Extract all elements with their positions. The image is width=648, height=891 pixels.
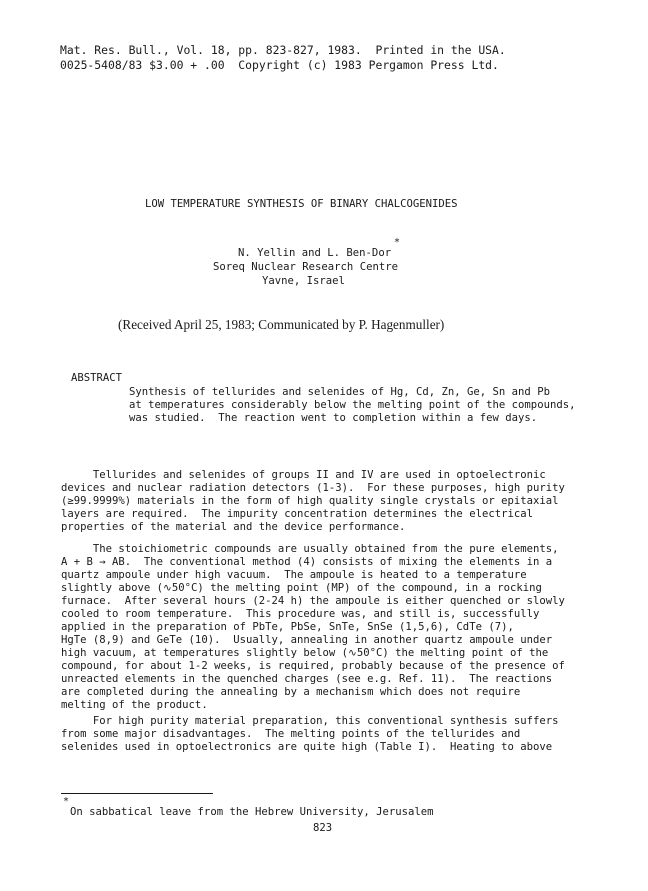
body-line: The stoichiometric compounds are usually obtained from the pure elements,	[61, 543, 559, 555]
footnote-rule	[61, 793, 213, 794]
body-line: devices and nuclear radiation detectors (1-3). For these purposes, high purity	[61, 482, 565, 494]
body-line: compound, for about 1-2 weeks, is required, probably because of the presence of	[61, 660, 565, 672]
body-line: from some major disadvantages. The melting points of the tellurides and	[61, 728, 521, 740]
body-line: furnace. After several hours (2-24 h) the ampoule is either quenched or slowly	[61, 595, 565, 607]
body-line: high vacuum, at temperatures slightly below (∿50°C) the melting point of the	[61, 647, 549, 659]
body-line: properties of the material and the device performance.	[61, 521, 406, 533]
author-affiliation: Soreq Nuclear Research Centre	[213, 261, 398, 273]
body-line: applied in the preparation of PbTe, PbSe, SnTe, SnSe (1,5,6), CdTe (7),	[61, 621, 514, 633]
received-line: (Received April 25, 1983; Communicated by P. Hagenmuller)	[118, 317, 445, 332]
body-line: slightly above (∿50°C) the melting point (MP) of the compound, in a rocking	[61, 582, 542, 594]
author-names: N. Yellin and L. Ben-Dor	[238, 247, 392, 259]
abstract-line: at temperatures considerably below the melting point of the compounds,	[129, 399, 576, 411]
footnote-marker: *	[63, 796, 70, 807]
body-line: (≥99.9999%) materials in the form of high quality single crystals or epitaxial	[61, 495, 559, 507]
body-line: layers are required. The impurity concentration determines the electrical	[61, 508, 533, 520]
page-number: 823	[313, 822, 333, 834]
body-line: are completed during the annealing by a mechanism which does not require	[61, 686, 521, 698]
body-line: Tellurides and selenides of groups II and IV are used in optoelectronic	[61, 469, 546, 481]
copyright-line: 0025-5408/83 $3.00 + .00 Copyright (c) 1983 Pergamon Press Ltd.	[60, 58, 499, 72]
author-asterisk: *	[394, 237, 401, 248]
body-paragraph-1	[61, 469, 565, 534]
abstract-line: Synthesis of tellurides and selenides of Hg, Cd, Zn, Ge, Sn and Pb	[129, 386, 550, 398]
paper-title: LOW TEMPERATURE SYNTHESIS OF BINARY CHALCOGENIDES	[145, 198, 458, 210]
body-line: A + B → AB. The conventional method (4) consists of mixing the elements in a	[61, 556, 553, 568]
body-line: HgTe (8,9) and GeTe (10). Usually, annealing in another quartz ampoule under	[61, 634, 553, 646]
footnote-text: On sabbatical leave from the Hebrew University, Jerusalem	[70, 806, 434, 818]
body-line: unreacted elements in the quenched charges (see e.g. Ref. 11). The reactions	[61, 673, 553, 685]
body-line: selenides used in optoelectronics are quite high (Table I). Heating to above	[61, 741, 553, 753]
journal-citation: Mat. Res. Bull., Vol. 18, pp. 823-827, 1983. Printed in the USA.	[60, 43, 506, 57]
author-location: Yavne, Israel	[262, 275, 345, 287]
abstract-body	[129, 386, 575, 425]
abstract-line: was studied. The reaction went to completion within a few days.	[129, 412, 538, 424]
body-paragraph-2	[61, 543, 565, 712]
abstract-heading: ABSTRACT	[71, 372, 123, 384]
body-line: quartz ampoule under high vacuum. The ampoule is heated to a temperature	[61, 569, 527, 581]
body-line: melting of the product.	[61, 699, 208, 711]
body-line: For high purity material preparation, this conventional synthesis suffers	[61, 715, 559, 727]
body-line: cooled to room temperature. This procedure was, and still is, successfully	[61, 608, 540, 620]
body-paragraph-3	[61, 715, 558, 754]
